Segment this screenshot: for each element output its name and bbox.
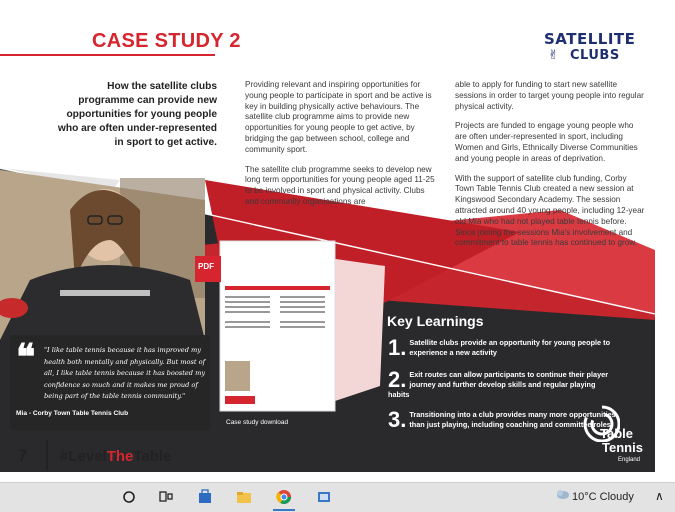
page-title: CASE STUDY 2 [92,30,241,52]
start-icon[interactable] [121,489,137,505]
page-number: 7 [18,446,28,465]
logo-line2: CLUBS [570,48,620,63]
hand-icon: ✌ [548,48,559,63]
paragraph: With the support of satellite club funding, Corby Town Table Tennis Club created a new session at Kingswood Secondary Academy. The session attracted around 40 young people, including 12-year old Mia who had not played table tennis before. Since joining the sessions Mia's involvement and commitment to table tennis has continued to grow. [455,173,645,248]
item-text: Transitioning into a club provides many more opportunities than just playing, including coaching and committee roles [409,410,616,429]
satellite-clubs-logo [540,28,640,68]
key-learning-item [388,335,618,360]
logo-word-tennis: Tennis [602,440,643,455]
paragraph: Projects are funded to engage young people who are often under-represented in sport, including Women and Girls, Ethnically Diverse Communities and young people in areas of deprivation. [455,121,638,163]
logo-word-table: Table [600,426,633,441]
hashtag [60,448,171,465]
chevron-up-icon[interactable]: ∧ [655,489,664,503]
item-number: 3. [388,407,407,432]
title-underline [0,54,215,56]
key-learnings-title: Key Learnings [387,313,484,329]
download-caption[interactable]: Case study download [226,419,289,426]
table-tennis-england-logo [580,402,652,470]
paragraph: The satellite club programme seeks to develop new long term opportunities for young people aged 11-25 to be involved in sport and physical activity. Clubs and community organisations are [245,164,435,206]
item-number: 1. [388,335,407,360]
body-column-2 [245,80,435,217]
item-text: Exit routes can allow participants to continue their player journey and further develop skills and regular playing habits [388,370,609,399]
store-icon[interactable] [197,489,213,505]
item-text: Satellite clubs provide an opportunity for young people to experience a new activity [409,338,611,357]
intro-text: How the satellite clubs programme can provide new opportunities for young people who are often under-represented in sport to get active. [57,81,217,148]
logo-line1: SATELLITE [544,30,636,48]
key-learning-item [388,367,618,400]
quote-mark-icon: ❝ [16,336,36,378]
pdf-label: PDF [198,262,214,271]
divider [46,440,48,470]
quote-author: Mia - Corby Town Table Tennis Club [16,410,129,417]
file-explorer-icon[interactable] [236,489,252,505]
weather-status[interactable] [552,491,634,503]
logo-word-england: England [618,457,641,463]
task-view-icon[interactable] [158,489,174,505]
chrome-icon[interactable] [276,489,292,505]
hashtag-part: #Level [60,448,107,465]
case-study-thumbnail[interactable] [195,236,385,421]
hashtag-part: Table [133,448,172,465]
item-number: 2. [388,367,407,392]
weather-text: 10°C Cloudy [572,491,634,503]
paragraph: Providing relevant and inspiring opportunities for young people to participate in sport and be active is key in building physically active behaviours. The satellite club programme aims to provide new opportunities for young people to get active, by bridging the gap between school, college and community sport. [245,80,432,154]
hashtag-part-red: The [106,448,134,465]
app-icon[interactable] [316,489,332,505]
paragraph: able to apply for funding to start new satellite sessions in order to target young people into regular physical activity. [455,80,644,111]
body-column-3 [455,80,647,258]
quote-text: "I like table tennis because it has improved my health both mentally and physically. But most of all, I like table tennis because it has boosted my confidence so much and it makes me proud of being part of the table tennis community." [44,346,206,400]
